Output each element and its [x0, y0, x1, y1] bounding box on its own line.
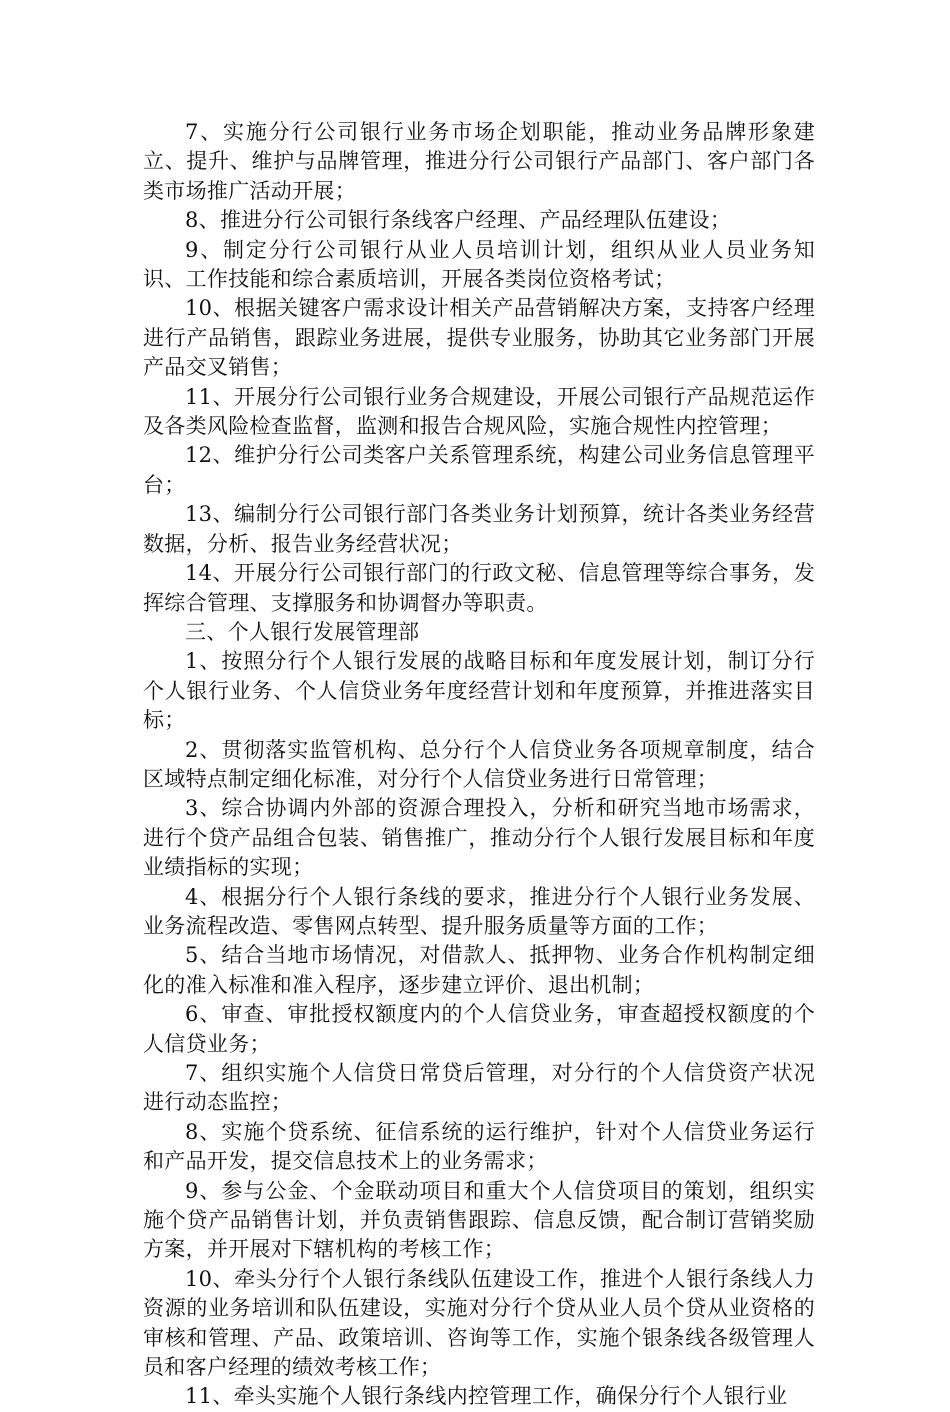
paragraph-item-13-budget: 13、编制分行公司银行部门各类业务计划预算，统计各类业务经营数据，分析、报告业务经营状况；: [143, 502, 815, 556]
paragraph-personal-5: 5、结合当地市场情况，对借款人、抵押物、业务合作机构制定细化的准入标准和准入程序，逐步建立评价、退出机制；: [143, 943, 815, 997]
paragraph-personal-2: 2、贯彻落实监管机构、总分行个人信贷业务各项规章制度，结合区域特点制定细化标准，对分行个人信贷业务进行日常管理；: [143, 737, 815, 791]
paragraph-personal-1: 1、按照分行个人银行发展的战略目标和年度发展计划，制订分行个人银行业务、个人信贷业务年度经营计划和年度预算，并推进落实目标；: [143, 649, 815, 733]
paragraph-personal-6: 6、审查、审批授权额度内的个人信贷业务，审查超授权额度的个人信贷业务；: [143, 1002, 815, 1056]
paragraph-personal-3: 3、综合协调内外部的资源合理投入，分析和研究当地市场需求，进行个贷产品组合包装、销售推广，推动分行个人银行发展目标和年度业绩指标的实现；: [143, 796, 815, 880]
paragraph-item-7-marketing: 7、实施分行公司银行业务市场企划职能，推动业务品牌形象建立、提升、维护与品牌管理，推进分行公司银行产品部门、客户部门各类市场推广活动开展；: [143, 120, 815, 203]
paragraph-item-10-solutions: 10、根据关键客户需求设计相关产品营销解决方案，支持客户经理进行产品销售，跟踪业务进展，提供专业服务，协助其它业务部门开展产品交叉销售；: [143, 296, 815, 380]
paragraph-item-9-training: 9、制定分行公司银行从业人员培训计划，组织从业人员业务知识、工作技能和综合素质培训，开展各类岗位资格考试；: [143, 237, 815, 292]
paragraph-personal-9: 9、参与公金、个金联动项目和重大个人信贷项目的策划，组织实施个贷产品销售计划，并负责销售跟踪、信息反馈，配合制订营销奖励方案，并开展对下辖机构的考核工作；: [143, 1178, 815, 1262]
paragraph-item-14-admin: 14、开展分行公司银行部门的行政文秘、信息管理等综合事务，发挥综合管理、支撑服务和协调督办等职责。: [143, 561, 815, 615]
paragraph-personal-7: 7、组织实施个人信贷日常贷后管理，对分行的个人信贷资产状况进行动态监控；: [143, 1061, 815, 1115]
section-heading-personal-banking: 三、个人银行发展管理部: [185, 619, 420, 644]
document-body: [143, 118, 815, 1412]
paragraph-personal-8: 8、实施个贷系统、征信系统的运行维护，针对个人信贷业务运行和产品开发，提交信息技术上的业务需求；: [143, 1119, 815, 1174]
paragraph-personal-11: 11、牵头实施个人银行条线内控管理工作，确保分行个人银行业: [185, 1384, 788, 1409]
paragraph-personal-10: 10、牵头分行个人银行条线队伍建设工作，推进个人银行条线人力资源的业务培训和队伍建设，实施对分行个贷从业人员个贷从业资格的审核和管理、产品、政策培训、咨询等工作，实施个银条线各级管理人员和客户经理的绩效考核工作；: [143, 1266, 815, 1380]
paragraph-item-11-compliance: 11、开展分行公司银行业务合规建设，开展公司银行产品规范运作及各类风险检查监督，监测和报告合规风险，实施合规性内控管理；: [143, 384, 815, 439]
paragraph-item-12-crm: 12、维护分行公司类客户关系管理系统，构建公司业务信息管理平台；: [143, 443, 815, 497]
paragraph-personal-4: 4、根据分行个人银行条线的要求，推进分行个人银行业务发展、业务流程改造、零售网点转型、提升服务质量等方面的工作；: [143, 884, 815, 938]
paragraph-item-8-team: 8、推进分行公司银行条线客户经理、产品经理队伍建设；: [185, 208, 732, 233]
